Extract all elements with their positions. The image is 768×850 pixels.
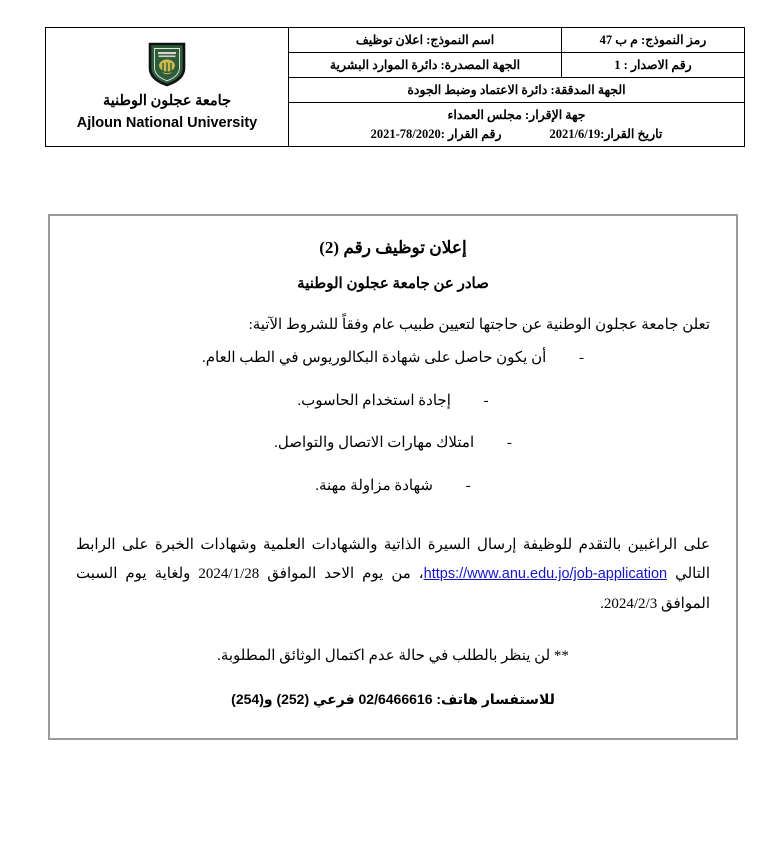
bullet-mark: - [465,477,471,494]
apply-text-before: على الراغبين بالتقدم للوظيفة إرسال السيرة الذاتية والشهادات العلمية وشهادات الخبرة على الرابط التالي [76,537,710,583]
job-application-link[interactable]: https://www.anu.edu.jo/job-application [423,566,668,583]
conditions-list [76,347,710,497]
auditing-body-cell: الجهة المدققة: دائرة الاعتماد وضبط الجودة [289,78,745,103]
decision-number-text: رقم القرار :78/2020-2021 [370,126,502,141]
announcement-title: إعلان توظيف رقم (2) [319,238,467,257]
contact-info: للاستفسار هاتف: 02/6466616 فرعي (252) و(254) [231,691,555,708]
document-header [76,27,745,147]
bullet-mark: - [579,350,585,366]
application-instructions [76,531,710,619]
announcement-subtitle: صادر عن جامعة عجلون الوطنية [297,276,489,292]
form-name-cell: اسم النموذج: اعلان توظيف [289,28,562,53]
approval-body-text: جهة الإقرار: مجلس العمداء [447,108,586,123]
incomplete-documents-note: ** لن ينظر بالطلب في حالة عدم اكتمال الوثائق المطلوبة. [217,647,569,664]
condition-text: إجادة استخدام الحاسوب. [297,392,451,409]
announcement-content [50,216,736,710]
logo-cell [46,28,289,147]
bullet-mark: - [506,435,512,451]
decision-date-text: تاريخ القرار:2021/6/19 [549,126,663,141]
university-shield-icon [147,41,187,87]
bullet-mark: - [483,392,489,409]
list-item [76,432,710,455]
header-metadata-table [45,27,745,147]
edition-number-cell: رقم الاصدار : 1 [562,53,745,78]
condition-text: أن يكون حاصل على شهادة البكالوريوس في الطب العام. [201,350,547,366]
apply-text-middle: ، من يوم الاحد الموافق 2024/1/28 ولغاية يوم السبت الموافق 2024/2/3. [76,566,710,612]
form-code-cell: رمز النموذج: م ب 47 [562,28,745,53]
announcement-intro: تعلن جامعة عجلون الوطنية عن حاجتها لتعيين طبيب عام وفقاً للشروط الآتية: [248,317,710,333]
university-logo [52,41,282,133]
list-item [76,390,710,413]
list-item [76,475,710,498]
condition-text: امتلاك مهارات الاتصال والتواصل. [274,435,475,451]
announcement-box [48,214,738,740]
condition-text: شهادة مزاولة مهنة. [315,477,433,494]
issuing-body-cell: الجهة المصدرة: دائرة الموارد البشرية [289,53,562,78]
table-row [46,28,745,53]
decision-line [295,125,738,143]
logo-name-english: Ajloun National University [76,115,258,132]
approval-cell [289,103,745,146]
logo-name-arabic: جامعة عجلون الوطنية [102,93,232,110]
list-item [76,347,710,370]
